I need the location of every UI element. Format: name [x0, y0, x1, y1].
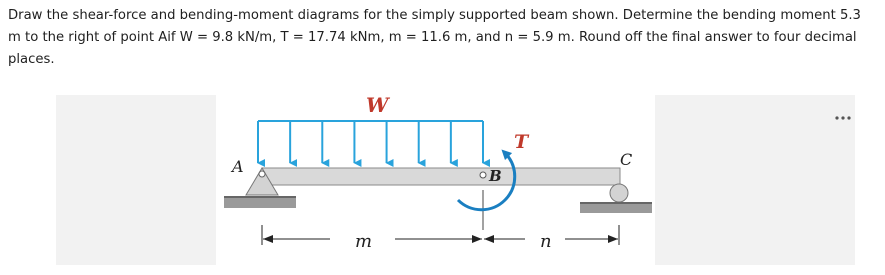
label-moment-t: T	[514, 131, 529, 153]
label-point-c: C	[620, 150, 633, 169]
label-point-a: A	[232, 157, 244, 176]
roller-support-c	[580, 184, 652, 213]
more-icon	[833, 115, 853, 121]
beam	[262, 168, 620, 185]
label-load-w: W	[366, 93, 389, 117]
label-dim-m: m	[355, 231, 373, 252]
question-text: Draw the shear-force and bending-moment diagrams for the simply supported beam shown. Determine the bending moment 5.3 m to the right of point Aif W = 9.8 kN/m, T = 17.74 kNm, m = 11.6 m, and n = 5.9 m. Round off the final answer to four decimal places.	[8, 8, 861, 67]
label-dim-n: n	[540, 231, 552, 252]
load-arrows	[258, 121, 483, 163]
more-options-button[interactable]	[828, 108, 858, 128]
label-point-b: B	[489, 167, 502, 185]
point-b-marker	[480, 172, 486, 178]
